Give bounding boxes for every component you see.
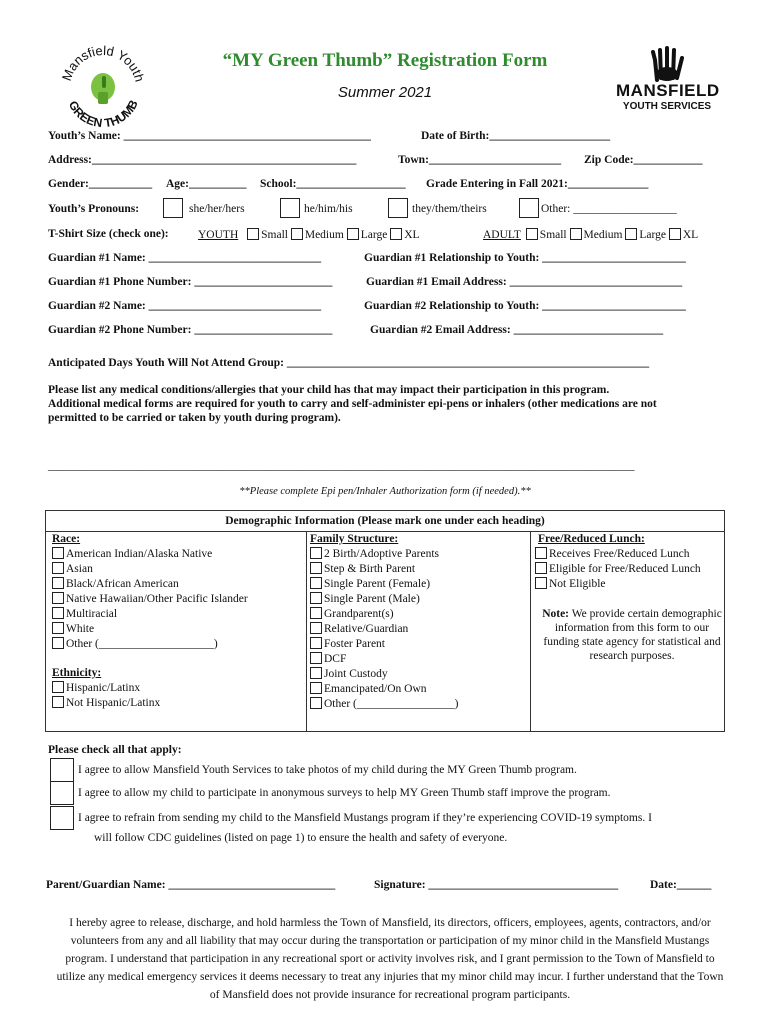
race-option-label: White xyxy=(66,623,95,635)
race-heading: Race: xyxy=(52,533,81,545)
checkbox[interactable] xyxy=(535,577,547,589)
tshirt-size-label: T-Shirt Size (check one): xyxy=(48,228,169,240)
family-option[interactable] xyxy=(310,682,458,697)
pronouns-label: Youth’s Pronouns: xyxy=(48,203,140,215)
race-option[interactable] xyxy=(52,637,248,652)
medical-line-3: permitted to be carried or taken by youth during program). xyxy=(48,412,341,424)
signature-field[interactable]: Signature: _________________________________ xyxy=(374,879,619,891)
family-option-label: 2 Birth/Adoptive Parents xyxy=(324,548,439,560)
lunch-option-label: Receives Free/Reduced Lunch xyxy=(549,548,690,560)
guardian2-email-field[interactable]: Guardian #2 Email Address: __________________________ xyxy=(370,324,664,336)
checkbox[interactable] xyxy=(52,592,64,604)
checkbox[interactable] xyxy=(52,681,64,693)
checkbox[interactable] xyxy=(310,667,322,679)
demographic-heading: Demographic Information (Please mark one under each heading) xyxy=(46,511,724,532)
race-option[interactable] xyxy=(52,577,248,592)
family-option-label: Other (_________________) xyxy=(324,698,459,710)
mansfield-youth-services-logo: MANSFIELD YOUTH SERVICES xyxy=(612,46,722,116)
guardian2-phone-field[interactable]: Guardian #2 Phone Number: ________________________ xyxy=(48,324,333,336)
zip-code-field[interactable]: Zip Code:____________ xyxy=(584,154,703,166)
guardian1-relationship-field[interactable]: Guardian #1 Relationship to Youth: _________________________ xyxy=(364,252,686,264)
form-subtitle: Summer 2021 xyxy=(337,84,433,101)
checkbox[interactable] xyxy=(310,547,322,559)
ethnicity-option[interactable] xyxy=(52,681,160,696)
grade-field[interactable]: Grade Entering in Fall 2021:______________ xyxy=(426,178,649,190)
race-option-label: American Indian/Alaska Native xyxy=(66,548,213,560)
lunch-option[interactable] xyxy=(535,577,701,592)
consent-covid-continued: will follow CDC guidelines (listed on page 1) to ensure the health and safety of everyone. xyxy=(94,832,508,844)
checkbox[interactable] xyxy=(52,607,64,619)
adult-size-small[interactable]: Small xyxy=(526,229,567,241)
family-option-label: Joint Custody xyxy=(324,668,388,680)
consent-surveys[interactable]: I agree to allow my child to participate in anonymous surveys to help MY Green Thumb staff improve the program. xyxy=(50,781,611,805)
guardian1-name-field[interactable]: Guardian #1 Name: ______________________________ xyxy=(48,252,322,264)
youth-sizes: YOUTH Small Medium Large XL xyxy=(198,229,420,241)
family-option[interactable] xyxy=(310,697,458,712)
demographic-section xyxy=(45,510,725,732)
youth-size-medium[interactable]: Medium xyxy=(291,229,344,241)
family-option[interactable] xyxy=(310,637,458,652)
anticipated-days-field[interactable]: Anticipated Days Youth Will Not Attend Group: _______________________________________________________________ xyxy=(48,357,650,369)
checkbox[interactable] xyxy=(52,577,64,589)
lunch-list xyxy=(535,547,701,592)
race-column xyxy=(46,531,307,731)
ethnicity-option-label: Not Hispanic/Latinx xyxy=(66,697,161,709)
family-option-label: Grandparent(s) xyxy=(324,608,394,620)
race-option[interactable] xyxy=(52,607,248,622)
adult-sizes: ADULT Small Medium Large XL xyxy=(483,229,699,241)
guardian1-email-field[interactable]: Guardian #1 Email Address: ______________________________ xyxy=(366,276,683,288)
checkbox[interactable] xyxy=(52,547,64,559)
family-option-label: DCF xyxy=(324,653,347,665)
race-option-label: Other (____________________) xyxy=(66,638,218,650)
family-option-label: Relative/Guardian xyxy=(324,623,409,635)
svg-text:Mansfield Youth: Mansfield Youth xyxy=(58,42,148,84)
school-field[interactable]: School:___________________ xyxy=(260,178,406,190)
ethnicity-heading: Ethnicity: xyxy=(52,667,102,679)
checkbox[interactable] xyxy=(52,622,64,634)
checkbox[interactable] xyxy=(310,562,322,574)
family-list xyxy=(310,547,458,712)
form-title: “MY Green Thumb” Registration Form xyxy=(222,50,548,71)
checkbox[interactable] xyxy=(310,577,322,589)
family-option[interactable] xyxy=(310,577,458,592)
race-option-label: Native Hawaiian/Other Pacific Islander xyxy=(66,593,248,605)
youth-size-xl[interactable]: XL xyxy=(390,229,419,241)
guardian2-relationship-field[interactable]: Guardian #2 Relationship to Youth: _________________________ xyxy=(364,300,686,312)
race-option-label: Multiracial xyxy=(66,608,118,620)
medical-blank-line[interactable]: ______________________________________________________________________________________________________ xyxy=(48,460,635,472)
adult-size-xl[interactable]: XL xyxy=(669,229,698,241)
family-option[interactable] xyxy=(310,652,458,667)
family-option[interactable] xyxy=(310,562,458,577)
guardian2-name-field[interactable]: Guardian #2 Name: ______________________________ xyxy=(48,300,322,312)
race-option-label: Asian xyxy=(66,563,93,575)
parent-name-field[interactable]: Parent/Guardian Name: _____________________________ xyxy=(46,879,336,891)
family-option[interactable] xyxy=(310,547,458,562)
checkbox[interactable] xyxy=(535,547,547,559)
family-column xyxy=(306,531,531,731)
checkbox[interactable] xyxy=(310,637,322,649)
release-paragraph: I hereby agree to release, discharge, and hold harmless the Town of Mansfield, its directors, officers, employees, agents, contractors, and/or volunteers from any and all liability that may occur during the transportation or participation of my minor child in the Mansfield Mustangs program. I understand that participation in any recreational sport or activity involves risk, and I grant permission to the Town of Mansfield to utilize any medical emergency services it deems necessary to treat any injuries that my minor child may incur. I further understand that the Town of Mansfield does not provide insurance for recreational program participants. xyxy=(56,917,724,1001)
consent-photos[interactable]: I agree to allow Mansfield Youth Services to take photos of my child during the MY Green Thumb program. xyxy=(50,758,577,782)
adult-size-medium[interactable]: Medium xyxy=(570,229,623,241)
adult-size-large[interactable]: Large xyxy=(625,229,666,241)
date-of-birth-field[interactable]: Date of Birth:_____________________ xyxy=(421,130,611,142)
family-option[interactable] xyxy=(310,592,458,607)
youth-size-small[interactable]: Small xyxy=(247,229,288,241)
youths-name-field[interactable]: Youth’s Name: ___________________________________________ xyxy=(48,130,371,142)
date-field[interactable]: Date:______ xyxy=(650,879,712,891)
family-option[interactable] xyxy=(310,622,458,637)
lunch-option-label: Eligible for Free/Reduced Lunch xyxy=(549,563,701,575)
race-option[interactable] xyxy=(52,562,248,577)
checkbox[interactable] xyxy=(310,697,322,709)
address-field[interactable]: Address:______________________________________________ xyxy=(48,154,357,166)
checkbox[interactable] xyxy=(310,652,322,664)
family-option[interactable] xyxy=(310,667,458,682)
lunch-option[interactable] xyxy=(535,547,701,562)
race-option-label: Black/African American xyxy=(66,578,179,590)
family-option-label: Foster Parent xyxy=(324,638,386,650)
ethnicity-list xyxy=(52,681,160,711)
lunch-option-label: Not Eligible xyxy=(549,578,606,590)
consent-covid[interactable]: I agree to refrain from sending my child to the Mansfield Mustangs program if they’re experiencing COVID-19 symptoms. I xyxy=(50,806,652,830)
pronoun-option-they[interactable]: they/them/theirs xyxy=(388,198,487,218)
lunch-column xyxy=(530,531,724,731)
checkbox[interactable] xyxy=(310,607,322,619)
gender-field[interactable]: Gender:___________ xyxy=(48,178,153,190)
checkbox[interactable] xyxy=(535,562,547,574)
consent-heading: Please check all that apply: xyxy=(48,744,182,756)
svg-text:GREEN THUMB: GREEN THUMB xyxy=(65,97,141,130)
medical-line-2: Additional medical forms are required for youth to carry and self-administer epi-pens or inhalers (other medications are not xyxy=(48,398,657,410)
medical-line-1: Please list any medical conditions/allergies that your child has that may impact their participation in this program. xyxy=(48,384,610,396)
demographic-note: Note: We provide certain demographic information from this form to our funding state agency for statistical and research purposes. xyxy=(542,608,722,662)
checkbox[interactable] xyxy=(52,696,64,708)
family-option-label: Step & Birth Parent xyxy=(324,563,416,575)
family-option[interactable] xyxy=(310,607,458,622)
pronoun-option-he[interactable]: he/him/his xyxy=(280,198,353,218)
ethnicity-option-label: Hispanic/Latinx xyxy=(66,682,141,694)
youth-size-large[interactable]: Large xyxy=(347,229,388,241)
race-list xyxy=(52,547,248,652)
checkbox[interactable] xyxy=(52,637,64,649)
pronoun-option-she[interactable]: she/her/hers xyxy=(163,198,245,218)
checkbox[interactable] xyxy=(310,622,322,634)
family-option-label: Emancipated/On Own xyxy=(324,683,427,695)
checkbox[interactable] xyxy=(310,592,322,604)
ethnicity-option[interactable] xyxy=(52,696,160,711)
guardian1-phone-field[interactable]: Guardian #1 Phone Number: ________________________ xyxy=(48,276,333,288)
epi-pen-note: **Please complete Epi pen/Inhaler Authorization form (if needed).** xyxy=(239,486,531,497)
age-field[interactable]: Age:__________ xyxy=(166,178,247,190)
race-option[interactable] xyxy=(52,592,248,607)
town-field[interactable]: Town:_______________________ xyxy=(398,154,562,166)
checkbox[interactable] xyxy=(52,562,64,574)
family-option-label: Single Parent (Male) xyxy=(324,593,420,605)
family-heading: Family Structure: xyxy=(310,533,399,545)
family-option-label: Single Parent (Female) xyxy=(324,578,431,590)
race-option[interactable] xyxy=(52,622,248,637)
checkbox[interactable] xyxy=(310,682,322,694)
pronoun-option-other[interactable]: Other: __________________ xyxy=(519,198,677,218)
lunch-heading: Free/Reduced Lunch: xyxy=(538,533,645,545)
lunch-option[interactable] xyxy=(535,562,701,577)
race-option[interactable] xyxy=(52,547,248,562)
